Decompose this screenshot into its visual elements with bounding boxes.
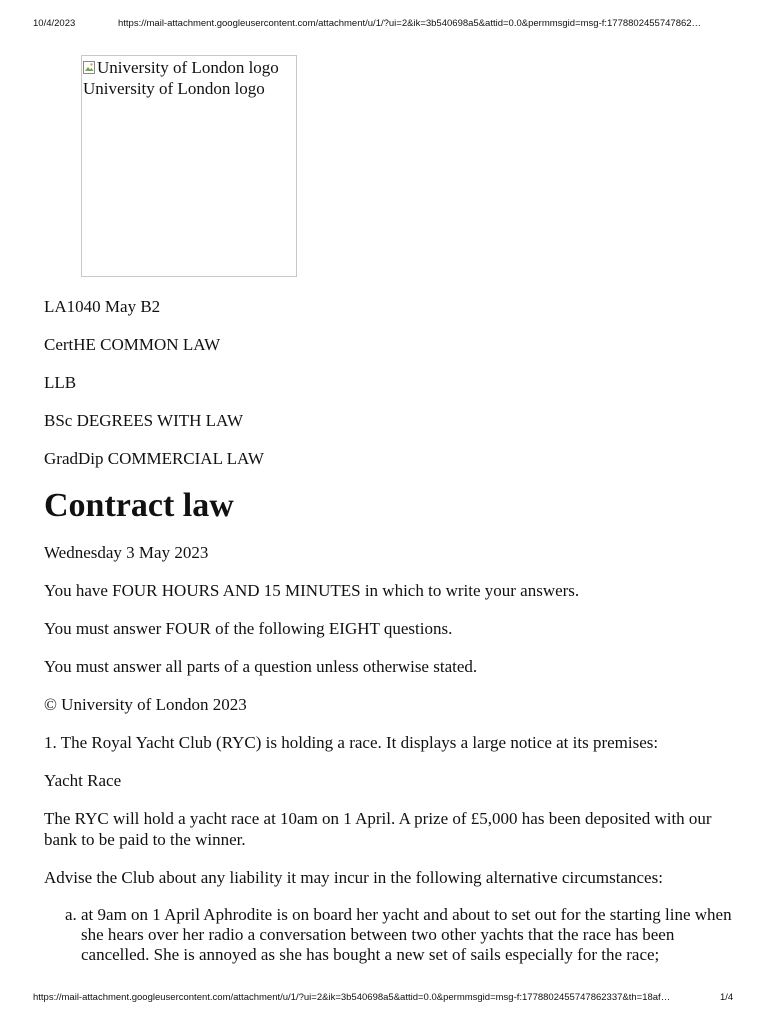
question-part: a. at 9am on 1 April Aphrodite is on board her yacht and about to set out for the starting line when she hears over her radio a conversation between two other yachts that the race has been cancelled. She is annoyed as she has bought a new set of sails especially for the race;	[81, 905, 734, 965]
page-number: 1/4	[720, 992, 734, 1003]
programme-line: GradDip COMMERCIAL LAW	[44, 449, 264, 468]
print-header	[0, 18, 768, 32]
instruction-line: You must answer all parts of a question unless otherwise stated.	[44, 657, 478, 676]
exam-code: LA1040 May B2	[44, 297, 161, 316]
logo-alt-row	[83, 57, 296, 78]
instruction-line: You must answer FOUR of the following EIGHT questions.	[44, 619, 453, 638]
programme-line: BSc DEGREES WITH LAW	[44, 411, 243, 430]
programme-line: CertHE COMMON LAW	[44, 335, 221, 354]
copyright-notice: © University of London 2023	[44, 695, 247, 714]
exam-date: Wednesday 3 May 2023	[44, 543, 209, 562]
logo-alt-text: University of London logo	[97, 58, 279, 77]
print-url: https://mail-attachment.googleusercontent.com/attachment/u/1/?ui=2&ik=3b540698a5&attid=0.0&permmsgid=msg-f:1778802455747862…	[118, 18, 702, 29]
programme-line: LLB	[44, 373, 77, 392]
exam-document	[44, 296, 734, 965]
print-footer	[0, 992, 768, 1006]
exam-title: Contract law	[44, 487, 234, 524]
notice-text: The RYC will hold a yacht race at 10am on 1 April. A prize of £5,000 has been deposited with our bank to be paid to the winner.	[44, 809, 712, 849]
question-1-prompt: Advise the Club about any liability it may incur in the following alternative circumstances:	[44, 868, 663, 887]
logo-image-placeholder	[81, 55, 297, 277]
broken-image-icon	[83, 60, 96, 75]
instruction-line: You have FOUR HOURS AND 15 MINUTES in which to write your answers.	[44, 581, 580, 600]
notice-heading: Yacht Race	[44, 771, 122, 790]
print-footer-url: https://mail-attachment.googleusercontent.com/attachment/u/1/?ui=2&ik=3b540698a5&attid=0.0&permmsgid=msg-f:1778802455747862337&th=18af…	[33, 992, 671, 1003]
question-1-intro: 1. The Royal Yacht Club (RYC) is holding a race. It displays a large notice at its premises:	[44, 733, 659, 752]
print-date: 10/4/2023	[33, 18, 76, 29]
logo-caption: University of London logo	[83, 79, 265, 98]
question-1-parts	[44, 905, 734, 965]
